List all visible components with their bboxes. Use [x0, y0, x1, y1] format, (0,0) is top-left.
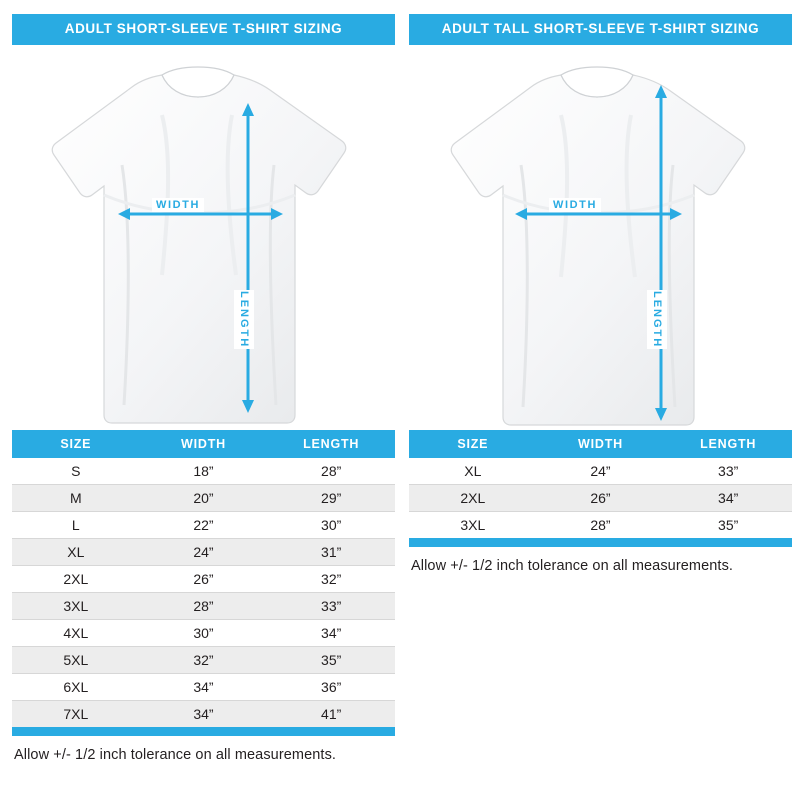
cell-width: 18” [140, 458, 268, 485]
header-size: SIZE [409, 430, 537, 458]
cell-width: 34” [140, 673, 268, 700]
cell-length: 30” [267, 511, 395, 538]
table-row [12, 484, 395, 511]
cell-size: 3XL [460, 516, 486, 533]
table-row [12, 673, 395, 700]
adult-tall-tolerance-note: Allow +/- 1/2 inch tolerance on all measurements. [411, 557, 734, 574]
adult-tall-length-label: LENGTH [647, 290, 667, 349]
adult-sizing-panel [12, 14, 395, 763]
table-row [12, 646, 395, 673]
table-row [12, 700, 395, 727]
cell-length: 41” [267, 700, 395, 727]
cell-length: 33” [664, 458, 792, 485]
cell-width: 30” [140, 619, 268, 646]
adult-size-table [12, 430, 395, 727]
header-length: LENGTH [267, 430, 395, 458]
cell-width: 26” [537, 484, 665, 511]
adult-tolerance-note: Allow +/- 1/2 inch tolerance on all measurements. [14, 746, 337, 763]
cell-size: L [12, 511, 140, 538]
table-row [12, 565, 395, 592]
cell-width: 34” [140, 700, 268, 727]
adult-tall-table-footer-bar [409, 538, 792, 547]
table-header-row [409, 430, 792, 458]
cell-length: 36” [267, 673, 395, 700]
cell-size: 2XL [12, 565, 140, 592]
cell-length: 34” [664, 484, 792, 511]
table-row [12, 538, 395, 565]
table-row [12, 619, 395, 646]
cell-size: XL [409, 458, 537, 485]
cell-length: 35” [267, 646, 395, 673]
table-row [409, 484, 792, 511]
cell-size: 4XL [12, 619, 140, 646]
cell-size: 3XL [12, 592, 140, 619]
cell-length: 34” [267, 619, 395, 646]
cell-length: 31” [267, 538, 395, 565]
cell-size: M [12, 484, 140, 511]
cell-size: S [12, 458, 140, 485]
cell-width: 26” [140, 565, 268, 592]
header-length: LENGTH [664, 430, 792, 458]
table-row [409, 511, 792, 538]
cell-width: 32” [140, 646, 268, 673]
cell-length: 33” [267, 592, 395, 619]
cell-size: 6XL [12, 673, 140, 700]
adult-width-label: WIDTH [152, 198, 204, 212]
adult-length-label: LENGTH [234, 290, 254, 349]
cell-width: 22” [140, 511, 268, 538]
table-row [12, 592, 395, 619]
cell-length: 35” [718, 516, 739, 533]
table-row [12, 511, 395, 538]
adult-tall-panel-title: ADULT TALL SHORT-SLEEVE T-SHIRT SIZING [409, 14, 792, 45]
tall-tshirt-illustration [409, 45, 792, 430]
adult-tall-shirt-diagram [409, 45, 792, 430]
cell-width: 24” [537, 458, 665, 485]
header-width: WIDTH [537, 430, 665, 458]
cell-size: 5XL [12, 646, 140, 673]
adult-tall-width-label: WIDTH [549, 198, 601, 212]
panels-container [12, 14, 788, 763]
table-header-row [12, 430, 395, 458]
cell-size: XL [12, 538, 140, 565]
cell-size: 2XL [409, 484, 537, 511]
cell-width: 24” [140, 538, 268, 565]
adult-tall-sizing-panel [409, 14, 792, 763]
cell-width: 28” [590, 516, 611, 533]
cell-length: 29” [267, 484, 395, 511]
header-size: SIZE [12, 430, 140, 458]
cell-length: 32” [267, 565, 395, 592]
cell-size: 7XL [12, 700, 140, 727]
adult-table-footer-bar [12, 727, 395, 736]
cell-width: 28” [140, 592, 268, 619]
cell-width: 20” [140, 484, 268, 511]
tshirt-illustration [12, 45, 395, 430]
adult-panel-title: ADULT SHORT-SLEEVE T-SHIRT SIZING [12, 14, 395, 45]
adult-shirt-diagram [12, 45, 395, 430]
header-width: WIDTH [140, 430, 268, 458]
table-row [409, 458, 792, 485]
cell-length: 28” [267, 458, 395, 485]
adult-tall-size-table [409, 430, 792, 538]
table-row [12, 458, 395, 485]
